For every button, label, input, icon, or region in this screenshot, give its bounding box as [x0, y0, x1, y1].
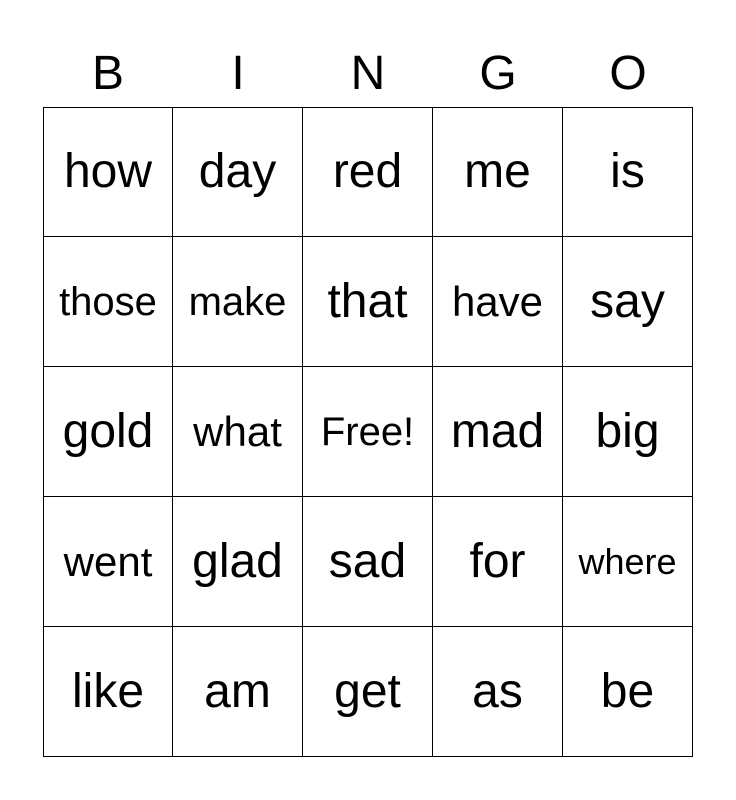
header-letter-n: N	[350, 47, 386, 100]
bingo-board	[43, 107, 693, 757]
bingo-cell: have	[433, 237, 563, 367]
header-letter-i: I	[231, 47, 245, 100]
bingo-cell: me	[433, 107, 563, 237]
bingo-cell: for	[433, 497, 563, 627]
bingo-cell: say	[563, 237, 693, 367]
bingo-cell: gold	[43, 367, 173, 497]
header-letter-o: O	[609, 47, 647, 100]
bingo-cell: those	[43, 237, 173, 367]
bingo-cell: as	[433, 627, 563, 757]
bingo-cell: is	[563, 107, 693, 237]
bingo-cell: that	[303, 237, 433, 367]
header-letter-b: B	[91, 47, 124, 100]
bingo-cell: went	[43, 497, 173, 627]
bingo-cell: mad	[433, 367, 563, 497]
bingo-cell: what	[173, 367, 303, 497]
bingo-cell: am	[173, 627, 303, 757]
bingo-cell: sad	[303, 497, 433, 627]
bingo-cell: how	[43, 107, 173, 237]
bingo-cell: make	[173, 237, 303, 367]
bingo-cell: be	[563, 627, 693, 757]
bingo-cell: like	[43, 627, 173, 757]
bingo-cell: red	[303, 107, 433, 237]
free-space-cell: Free!	[303, 367, 433, 497]
bingo-cell: get	[303, 627, 433, 757]
bingo-cell: day	[173, 107, 303, 237]
bingo-cell: glad	[173, 497, 303, 627]
bingo-cell: where	[563, 497, 693, 627]
header-letter-g: G	[479, 47, 517, 100]
bingo-header	[43, 40, 693, 108]
bingo-cell: big	[563, 367, 693, 497]
